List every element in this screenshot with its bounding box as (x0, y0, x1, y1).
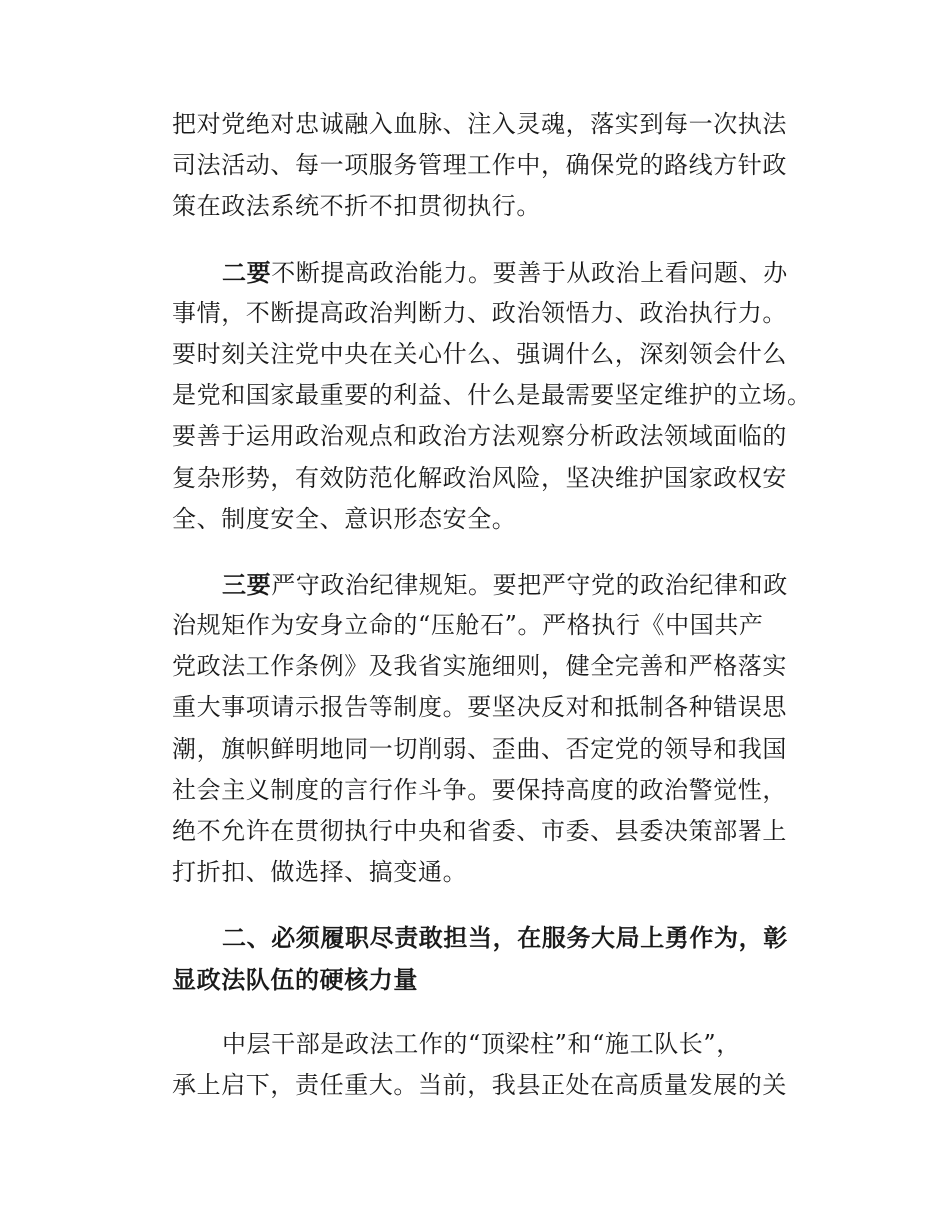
heading-line: 显政法队伍的硬核力量 (172, 964, 418, 994)
text-line: 承上启下，责任重大。当前，我县正处在高质量发展的关 (172, 1070, 787, 1099)
text-line-rest: 严守政治纪律规矩。要把严守党的政治纪律和政 (271, 570, 788, 599)
paragraph-lead: 三要 (222, 569, 272, 599)
text-line: 潮，旗帜鲜明地同一切削弱、歪曲、否定党的领导和我国 (172, 734, 787, 763)
text-line: 中层干部是政法工作的“顶梁柱”和“施工队长”， (222, 1029, 741, 1058)
text-line: 要时刻关注党中央在关心什么、强调什么，深刻领会什么 (172, 339, 787, 368)
text-line-rest: 不断提高政治能力。要善于从政治上看问题、办 (271, 258, 788, 287)
text-line: 打折扣、做选择、搞变通。 (172, 858, 468, 887)
text-line: 要善于运用政治观点和政治方法观察分析政法领域面临的 (172, 422, 787, 451)
text-line: 党政法工作条例》及我省实施细则，健全完善和严格落实 (172, 652, 787, 681)
paragraph-political-discipline (172, 564, 832, 894)
paragraph-political-ability (172, 252, 832, 540)
text-line (172, 564, 832, 605)
text-line: 治规矩作为安身立命的“压舱石”。严格执行《中国共产 (172, 611, 764, 640)
text-line: 全、制度安全、意识形态安全。 (172, 504, 517, 533)
section-heading-2 (172, 917, 832, 999)
text-line: 事情，不断提高政治判断力、政治领悟力、政治执行力。 (172, 298, 787, 327)
text-line: 是党和国家最重要的利益、什么是最需要坚定维护的立场。 (172, 381, 812, 410)
paragraph-middle-cadres (172, 1024, 832, 1106)
text-line: 社会主义制度的言行作斗争。要保持高度的政治警觉性， (172, 775, 787, 804)
document-page (172, 104, 832, 1130)
text-line: 把对党绝对忠诚融入血脉、注入灵魂，落实到每一次执法 (172, 110, 787, 138)
text-line: 绝不允许在贯彻执行中央和省委、市委、县委决策部署上 (172, 817, 787, 845)
text-line: 复杂形势，有效防范化解政治风险，坚决维护国家政权安 (172, 463, 787, 492)
heading-line: 二、必须履职尽责敢担当，在服务大局上勇作为，彰 (222, 923, 788, 953)
paragraph-loyalty-continuation (172, 104, 832, 228)
text-line (172, 252, 832, 293)
text-line: 策在政法系统不折不扣贯彻执行。 (172, 192, 541, 221)
text-line: 司法活动、每一项服务管理工作中，确保党的路线方针政 (172, 151, 787, 180)
paragraph-lead: 二要 (222, 257, 272, 287)
text-line: 重大事项请示报告等制度。要坚决反对和抵制各种错误思 (172, 693, 787, 722)
